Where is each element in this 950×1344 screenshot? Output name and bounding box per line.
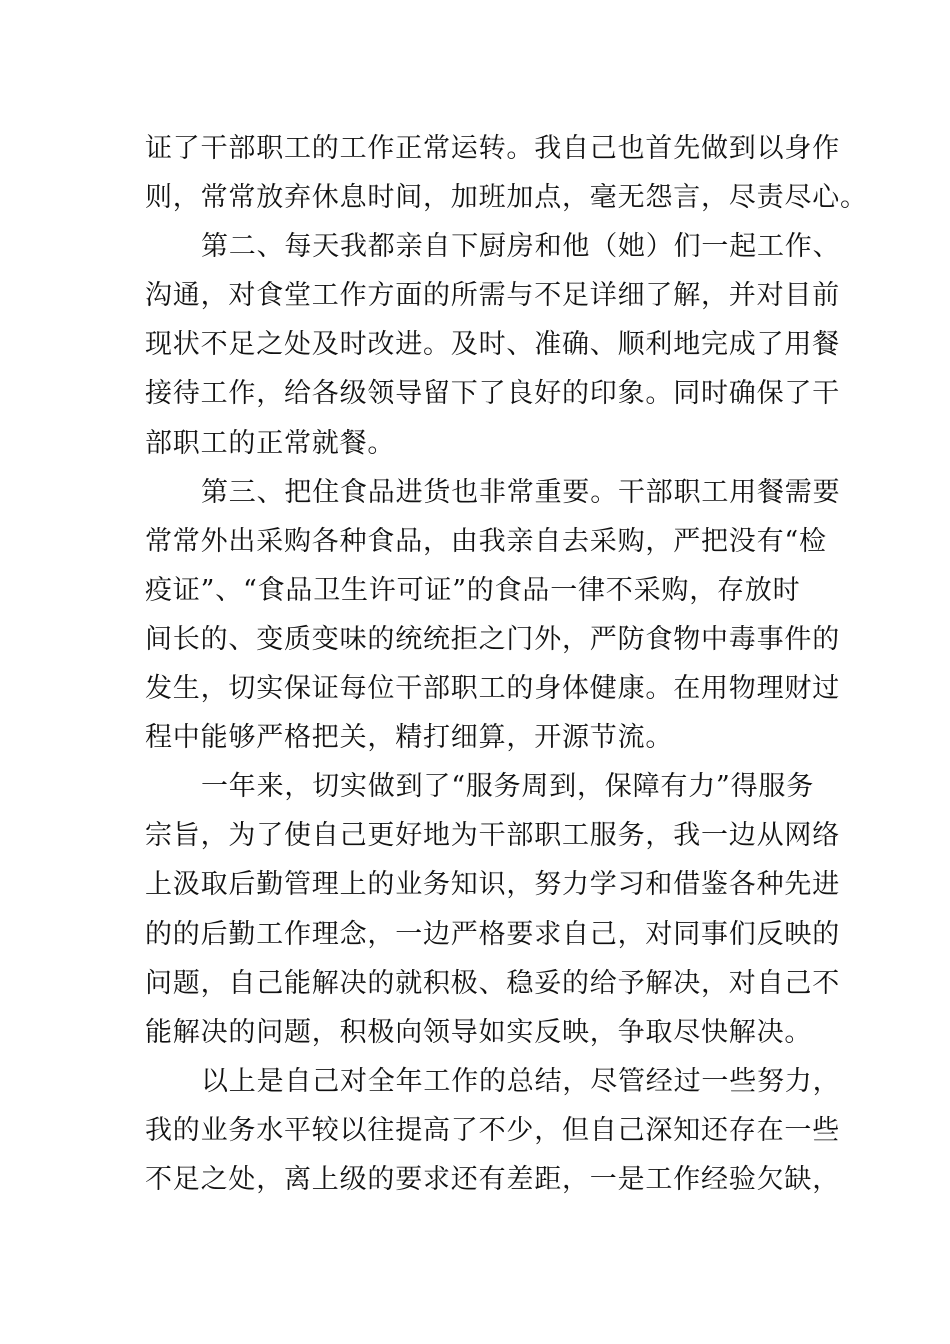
text-line: 问题，自己能解决的就积极、稳妥的给予解决，对自己不 bbox=[145, 967, 840, 999]
text-line: 发生，切实保证每位干部职工的身体健康。在用物理财过 bbox=[145, 673, 840, 705]
text-line: 不足之处，离上级的要求还有差距，一是工作经验欠缺， bbox=[145, 1163, 840, 1195]
text-line: 沟通，对食堂工作方面的所需与不足详细了解，并对目前 bbox=[145, 280, 840, 312]
text-line: 的的后勤工作理念，一边严格要求自己，对同事们反映的 bbox=[145, 918, 840, 950]
text-line: 部职工的正常就餐。 bbox=[145, 427, 396, 459]
text-line: 常常外出采购各种食品，由我亲自去采购，严把没有“检 bbox=[145, 525, 827, 557]
text-line: 间长的、变质变味的统统拒之门外，严防食物中毒事件的 bbox=[145, 623, 840, 655]
text-line: 证了干部职工的工作正常运转。我自己也首先做到以身作 bbox=[145, 133, 840, 164]
text-line: 宗旨，为了使自己更好地为干部职工服务，我一边从网络 bbox=[145, 820, 840, 852]
paragraph-start-line: 第三、把住食品进货也非常重要。干部职工用餐需要 bbox=[201, 476, 841, 508]
document-body bbox=[145, 124, 868, 1204]
text-line: 接待工作，给各级领导留下了良好的印象。同时确保了干 bbox=[145, 378, 840, 410]
paragraph-start-line: 以上是自己对全年工作的总结，尽管经过一些努力， bbox=[201, 1065, 841, 1097]
text-line: 我的业务水平较以往提高了不少，但自己深知还存在一些 bbox=[145, 1114, 840, 1146]
text-line: 能解决的问题，积极向领导如实反映，争取尽快解决。 bbox=[145, 1016, 813, 1048]
text-line: 现状不足之处及时改进。及时、准确、顺利地完成了用餐 bbox=[145, 329, 840, 361]
text-line: 疫证”、“食品卫生许可证”的食品一律不采购，存放时 bbox=[145, 574, 801, 606]
paragraph-start-line: 第二、每天我都亲自下厨房和他（她）们一起工作、 bbox=[201, 231, 841, 263]
text-line: 则，常常放弃休息时间，加班加点，毫无怨言，尽责尽心。 bbox=[145, 182, 868, 214]
text-line: 上汲取后勤管理上的业务知识，努力学习和借鉴各种先进 bbox=[145, 869, 840, 901]
paragraph-start-line: 一年来，切实做到了“服务周到，保障有力”得服务 bbox=[201, 771, 815, 803]
text-line: 程中能够严格把关，精打细算，开源节流。 bbox=[145, 722, 674, 754]
